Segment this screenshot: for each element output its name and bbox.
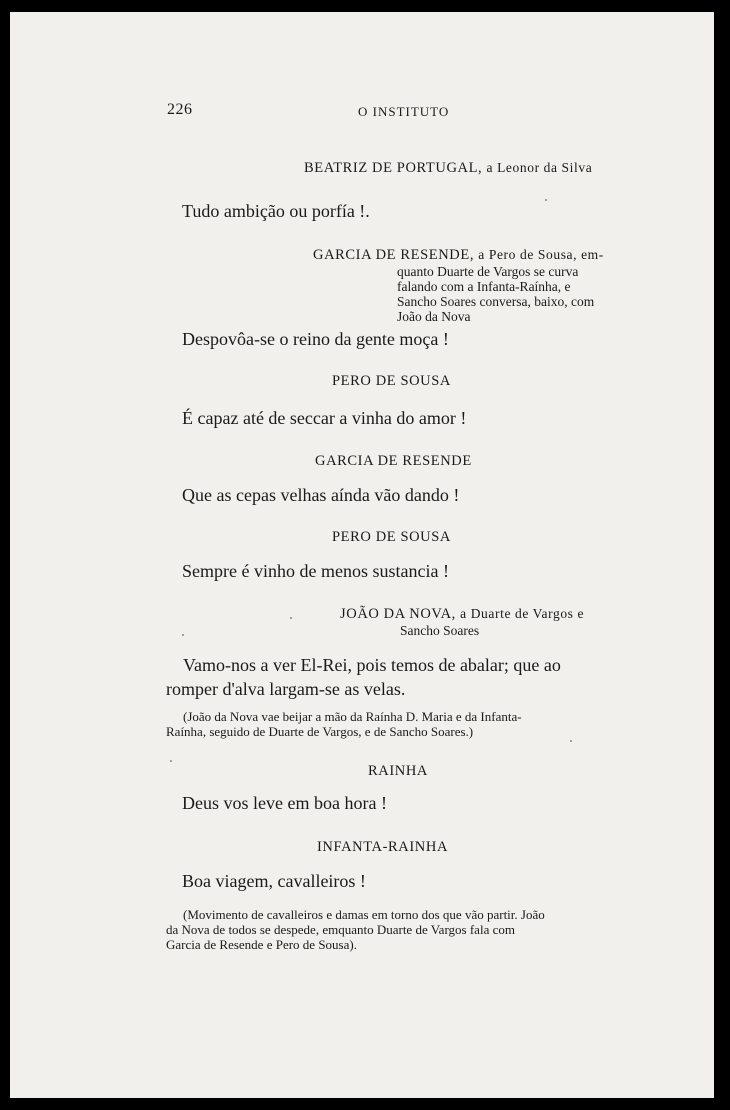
stage-direction: a Leonor da Silva bbox=[486, 160, 593, 175]
direction-line: quanto Duarte de Vargos se curva bbox=[397, 264, 579, 279]
speaker-heading bbox=[304, 160, 592, 177]
direction-line: João da Nova bbox=[397, 309, 471, 324]
paper-speck bbox=[545, 199, 547, 201]
paper-speck bbox=[182, 634, 184, 636]
verse-line: romper d'alva largam-se as velas. bbox=[166, 679, 406, 699]
speaker-heading bbox=[313, 247, 604, 264]
stage-direction-block bbox=[166, 907, 638, 952]
speaker-name: BEATRIZ DE PORTUGAL, bbox=[304, 160, 483, 176]
stage-line: (João da Nova vae beijar a mão da Raínha D. Maria e da Infanta- bbox=[183, 709, 522, 724]
running-title: O INSTITUTO bbox=[358, 104, 450, 119]
stage-direction: a Pero de Sousa, em- bbox=[478, 247, 604, 262]
stage-line: da Nova de todos se despede, emquanto Duarte de Vargos fala com bbox=[166, 922, 515, 937]
speaker-heading: INFANTA-RAINHA bbox=[317, 839, 449, 855]
stage-line: Garcia de Resende e Pero de Sousa). bbox=[166, 937, 357, 952]
verse-line: Despovôa-se o reino da gente moça ! bbox=[182, 329, 449, 349]
speaker-heading: RAINHA bbox=[368, 763, 428, 779]
speaker-name: GARCIA DE RESENDE, bbox=[313, 247, 475, 263]
speaker-heading: PERO DE SOUSA bbox=[332, 373, 451, 389]
verse-line: Vamo-nos a ver El-Rei, pois temos de abalar; que ao bbox=[183, 655, 561, 675]
speaker-heading bbox=[340, 606, 584, 623]
verse-line: É capaz até de seccar a vinha do amor ! bbox=[182, 408, 467, 428]
verse-line: Boa viagem, cavalleiros ! bbox=[182, 871, 366, 891]
direction-line: falando com a Infanta-Raínha, e bbox=[397, 279, 571, 294]
stage-direction: a Duarte de Vargos e bbox=[460, 606, 585, 621]
paper-speck bbox=[570, 740, 572, 742]
verse-line: Que as cepas velhas aínda vão dando ! bbox=[182, 485, 460, 505]
stage-direction-block bbox=[166, 709, 638, 739]
book-page bbox=[10, 12, 714, 1098]
speaker-name: JOÃO DA NOVA, bbox=[340, 606, 456, 622]
verse-line: Tudo ambição ou porfía !. bbox=[182, 201, 370, 221]
verse-line: Deus vos leve em boa hora ! bbox=[182, 793, 387, 813]
verse-block bbox=[166, 653, 636, 701]
direction-line: Sancho Soares conversa, baixo, com bbox=[397, 294, 595, 309]
speaker-heading: PERO DE SOUSA bbox=[332, 529, 451, 545]
speaker-heading: GARCIA DE RESENDE bbox=[315, 453, 472, 469]
stage-direction-continuation bbox=[397, 264, 635, 324]
stage-direction-continuation: Sancho Soares bbox=[400, 623, 480, 638]
page-number: 226 bbox=[167, 101, 193, 118]
paper-speck bbox=[170, 760, 172, 762]
stage-line: Raínha, seguido de Duarte de Vargos, e de Sancho Soares.) bbox=[166, 724, 474, 739]
paper-speck bbox=[290, 617, 292, 619]
stage-line: (Movimento de cavalleiros e damas em torno dos que vão partir. João bbox=[183, 907, 545, 922]
verse-line: Sempre é vinho de menos sustancia ! bbox=[182, 561, 449, 581]
